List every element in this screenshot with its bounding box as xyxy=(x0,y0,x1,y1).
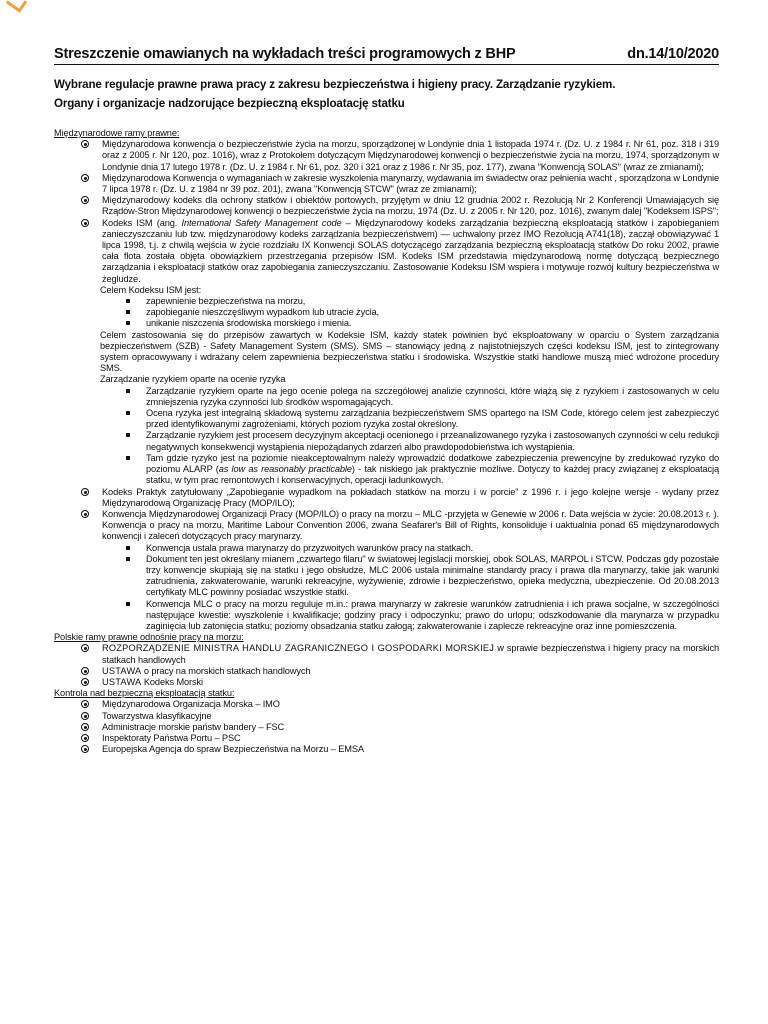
risk-heading: Zarządzanie ryzykiem oparte na ocenie ryzyka xyxy=(100,374,286,385)
list-item-solas: Międzynarodowa konwencja o bezpieczeństwie życia na morzu, sporządzonej w Londynie dnia 1 listopada 1974 r. (Dz. U. z 1984 r. Nr 61, poz. 318 i 319 oraz z 2005 r. Nr 120, poz. 1016), wraz z Protokołem dotyczącym Międzynarodowej konwencji o bezpieczeństwie życia na morzu, 1974, sporządzonym w Londynie dnia 17 lutego 1978 r. (Dz. U. z 1984 r. Nr 61, poz. 320 i 321 oraz z 1986 r. Nr 35, poz. 177), zwana "Konwencją SOLAS" (wraz ze zmianami); xyxy=(54,139,719,173)
mlc-item: Konwencja ustala prawa marynarzy do przyzwoitych warunków pracy na statkach. xyxy=(54,543,719,554)
corner-mark xyxy=(6,0,27,13)
control-item: Inspektoraty Państwa Portu – PSC xyxy=(54,733,719,744)
ism-goal-item: zapewnienie bezpieczeństwa na morzu, xyxy=(54,296,719,307)
risk-item: Ocena ryzyka jest integralną składową systemu zarządzania bezpieczeństwem SMS opartego na ISM Code, którego celem jest zabezpieczyć przed identyfikowanymi zagrożeniami, których poziom ryzyka został określony. xyxy=(54,408,719,430)
section-heading-polish: Polskie ramy prawne odnośnie pracy na morzu: xyxy=(54,632,244,643)
document-date: dn.14/10/2020 xyxy=(627,46,719,62)
subtitle-line-2: Organy i organizacje nadzorujące bezpieczną eksploatację statku xyxy=(54,97,405,110)
polish-item: USTAWA o pracy na morskich statkach handlowych xyxy=(54,666,719,677)
subtitle-line-1: Wybrane regulacje prawne prawa pracy z zakresu bezpieczeństwa i higieny pracy. Zarządzanie ryzykiem. xyxy=(54,78,616,91)
control-item: Towarzystwa klasyfikacyjne xyxy=(54,711,719,722)
list-item-mlc: Konwencja Międzynarodowej Organizacji Pracy (MOP/ILO) o pracy na morzu – MLC -przyjęta w Genewie w 2006 r. Data wejścia w życie: 20.08.2013 r. ). Konwencja o pracy na morzu, Maritime Labour Convention 2006, zwana Seafarer's Bill of Rights, konsoliduje i uaktualnia ponad 65 międzynarodowych konwencji i zaleceń dotyczących pracy marynarzy. xyxy=(54,509,719,543)
mlc-item: Dokument ten jest określany mianem „czwartego filaru" w światowej legislacji morskiej, obok SOLAS, MARPOL i STCW. Podczas gdy pozostałe trzy konwencje skupiają się na statku i jego obsłudze, MLC 2006 ustala minimalne standardy pracy i prawa dla marynarzy, takie jak warunki zatrudnienia, zakwaterowanie, warunki rekreacyjne, wyżywienie, zdrowie i bezpieczeństwo, opieka medyczna, ubezpieczenie. Od 20.08.2013 certyfikaty MLC powinny posiadać wszystkie statki. xyxy=(54,554,719,599)
ism-goal-item: zapobieganie nieszczęśliwym wypadkom lub utracie życia, xyxy=(54,307,719,318)
risk-item: Zarządzanie ryzykiem oparte na jego ocenie polega na szczegółowej analizie czynności, które wiążą się z ryzykiem i zastosowanych w celu zmniejszenia ryzyka czynności lub środków wspomagających. xyxy=(54,386,719,408)
list-item-code-practice: Kodeks Praktyk zatytułowany „Zapobieganie wypadkom na pokładach statków na morzu i w porcie" z 1996 r. i jego kolejne wersje - wydany przez Międzynarodową Organizację Pracy (MOP/ILO); xyxy=(54,487,719,509)
list-item-stcw: Międzynarodowa Konwencja o wymaganiach w zakresie wyszkolenia marynarzy, wydawania im świadectw oraz pełnienia wacht , sporządzona w Londynie 7 lipca 1978 r. (Dz. U. z 1984 nr 39 poz. 201), zwana "Konwencją STCW" (wraz ze zmianami); xyxy=(54,173,719,195)
section-heading-international: Międzynarodowe ramy prawne: xyxy=(54,128,180,138)
section-heading-control: Kontrola nad bezpieczną eksploatacją statku: xyxy=(54,688,235,699)
list-item-ism: Kodeks ISM (ang. International Safety Management code – Międzynarodowy kodeks zarządzania bezpieczną eksploatacją statków i zapobieganiem zanieczyszczaniu lub tzw. międzynarodowy kodeks zarządzania bezpieczeństwem) — uchwalony przez IMO Rezolucją A741(18), zaczął obowiązywać 1 lipca 1998, t.j. z chwilą wejścia w życie rozdziału IX Konwencji SOLAS dotyczącego zarządzania bezpieczną eksploatacją statków Do roku 2002, prawie cała flota została objęta obowiązkiem przestrzegania przepisów ISM. Kodeks ISM przedstawia międzynarodową normę dotyczącą bezpiecznego zarządzania i eksploatacji statków oraz zapobiegania zanieczyszczaniu. Zastosowanie Kodeksu ISM wspiera i motywuje rozwój kultury bezpieczeństwa w żegludze. xyxy=(54,218,719,285)
risk-item-alarp: Tam gdzie ryzyko jest na poziomie nieakceptowalnym należy wprowadzić dodatkowe zabezpieczenia prewencyjne by zredukować ryzyko do poziomu ALARP (as low as reasonably practicable) - tak niskiego jak praktycznie możliwe. Dotyczy to każdej pracy związanej z eksploatacją statku, w tym prac remontowych i konserwacyjnych, operacji ładunkowych. xyxy=(54,453,719,487)
control-item: Międzynarodowa Organizacja Morska – IMO xyxy=(54,699,719,710)
ism-goal-item: unikanie niszczenia środowiska morskiego i mienia. xyxy=(54,318,719,329)
document-body xyxy=(54,128,719,755)
mlc-item: Konwencja MLC o pracy na morzu reguluje m.in.: prawa marynarzy w zakresie warunków zatrudnienia i ich prawa socjalne, w szczególności następujące kwestie: wyszkolenie i kwalifikacje; godziny pracy i odpoczynku; prawo do urlopu; odszkodowanie dla marynarza w przypadku zaginięcia lub zatonięcia statku; poziomy obsadzania statku załogą; zakwaterowanie i zaplecze rekreacyjne oraz inne pomieszczenia. xyxy=(54,599,719,633)
risk-item: Zarządzanie ryzykiem jest procesem decyzyjnym akceptacji ocenionego i przeanalizowanego ryzyka i zastosowanych czynności w celu redukcji negatywnych konsekwencji wystąpienia niepożądanych zdarzeń albo prawdopodobieństwa ich wystąpienia. xyxy=(54,430,719,452)
document-header xyxy=(54,42,719,65)
polish-item: ROZPORZĄDZENIE MINISTRA HANDLU ZAGRANICZNEGO I GOSPODARKI MORSKIEJ w sprawie bezpieczeństwa i higieny pracy na morskich statkach handlowych xyxy=(54,643,719,665)
control-item: Europejska Agencja do spraw Bezpieczeństwa na Morzu – EMSA xyxy=(54,744,719,755)
ism-goals-heading: Celem Kodeksu ISM jest: xyxy=(100,284,202,295)
list-item-isps: Międzynarodowy kodeks dla ochrony statków i obiektów portowych, przyjętym w dniu 12 grudnia 2002 r. Rezolucją Nr 2 Konferencji Umawiających się Rządów-Stron Międzynarodowej konwencji o bezpieczeństwie życia na morzu, 1974 (Dz. U. z 2005 r. Nr 120, poz. 1016), zwanym dalej "Kodeksem ISPS"; xyxy=(54,195,719,217)
ism-italic-term: International Safety Management code xyxy=(181,217,342,228)
document-title: Streszczenie omawianych na wykładach treści programowych z BHP xyxy=(54,46,516,62)
polish-item: USTAWA Kodeks Morski xyxy=(54,677,719,688)
sms-paragraph: Celem zastosowania się do przepisów zawartych w Kodeksie ISM, każdy statek powinien być eksploatowany w oparciu o System zarządzania bezpieczeństwem (SZB) - Safety Management System (SMS). SMS – stanowiący jedną z najistotniejszych części kodeksu ISM, jest to zintegrowany system opracowywany i wdrażany celem zapewnienia bezpieczeństwa statku i środowiska. Wszystkie statki handlowe muszą mieć wdrożone procedury SMS. xyxy=(100,329,719,374)
alarp-italic-term: as low as reasonably practicable xyxy=(218,464,352,475)
control-item: Administracje morskie państw bandery – FSC xyxy=(54,722,719,733)
